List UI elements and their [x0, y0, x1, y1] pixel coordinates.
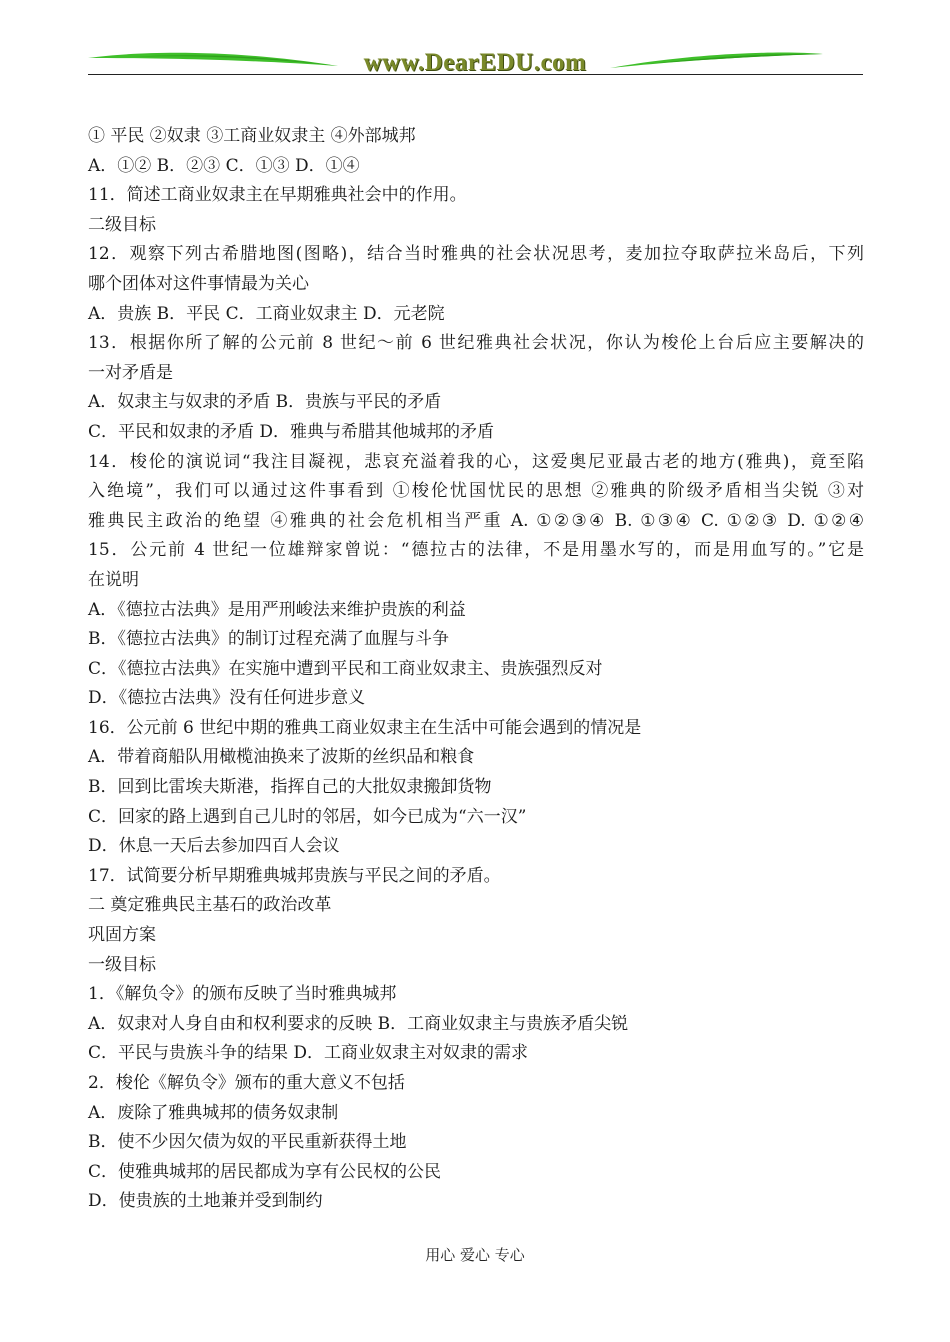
text-line: 哪个团体对这件事情最为关心: [88, 273, 309, 294]
text-line: 15．公元前 4 世纪一位雄辩家曾说：“德拉古的法律，不是用墨水写的，而是用血写的。”它是: [88, 540, 864, 561]
text-line: 13．根据你所了解的公元前 8 世纪～前 6 世纪雅典社会状况，你认为梭伦上台后应主要解决的: [88, 333, 864, 354]
text-line: C．《德拉古法典》在实施中遭到平民和工商业奴隶主、贵族强烈反对: [88, 658, 603, 679]
text-line: C．平民与贵族斗争的结果 D．工商业奴隶主对奴隶的需求: [88, 1043, 529, 1064]
text-line: 二级目标: [88, 214, 156, 235]
text-line: 雅典民主政治的绝望 ④雅典的社会危机相当严重 A. ①②③④ B. ①③④ C. ①②③ D. ①②④: [88, 510, 864, 531]
text-line: A．废除了雅典城邦的债务奴隶制: [88, 1102, 339, 1123]
text-line: 1．《解负令》的颁布反映了当时雅典城邦: [88, 984, 397, 1005]
text-line: D．使贵族的土地兼并受到制约: [88, 1191, 323, 1212]
header-divider: [88, 74, 863, 75]
text-line: B．回到比雷埃夫斯港，指挥自己的大批奴隶搬卸货物: [88, 777, 492, 798]
section-heading: 二 奠定雅典民主基石的政治改革: [88, 895, 332, 916]
text-line: C．使雅典城邦的居民都成为享有公民权的公民: [88, 1161, 442, 1182]
text-line: 17．试简要分析早期雅典城邦贵族与平民之间的矛盾。: [88, 865, 501, 886]
text-line: C．回家的路上遇到自己儿时的邻居，如今已成为“六一汉”: [88, 806, 527, 827]
page-footer: 用心 爱心 专心: [425, 1246, 525, 1264]
text-line: 一对矛盾是: [88, 362, 173, 383]
document-body: [88, 122, 868, 1217]
text-line: B．《德拉古法典》的制订过程充满了血腥与斗争: [88, 629, 449, 650]
text-line: A．奴隶对人身自由和权利要求的反映 B．工商业奴隶主与贵族矛盾尖锐: [88, 1013, 629, 1034]
text-line: ① 平民 ②奴隶 ③工商业奴隶主 ④外部城邦: [88, 126, 416, 146]
text-line: 一级目标: [88, 954, 156, 975]
text-line: C．平民和奴隶的矛盾 D．雅典与希腊其他城邦的矛盾: [88, 421, 495, 442]
text-line: 巩固方案: [88, 925, 156, 946]
text-line: A．①② B．②③ C．①③ D．①④: [88, 155, 360, 176]
text-line: 14．梭伦的演说词“我注目凝视，悲哀充溢着我的心，这爱奥尼亚最古老的地方(雅典)，竟至陷: [88, 451, 864, 472]
text-line: D．《德拉古法典》没有任何进步意义: [88, 688, 366, 709]
text-line: A．贵族 B．平民 C．工商业奴隶主 D．元老院: [88, 303, 445, 324]
text-line: 入绝境”，我们可以通过这件事看到 ①梭伦忧国忧民的思想 ②雅典的阶级矛盾相当尖锐 ③对: [88, 481, 864, 502]
text-line: A．《德拉古法典》是用严刑峻法来维护贵族的利益: [88, 599, 466, 620]
text-line: A．带着商船队用橄榄油换来了波斯的丝织品和粮食: [88, 747, 475, 768]
text-line: 11．简述工商业奴隶主在早期雅典社会中的作用。: [88, 185, 467, 206]
text-line: 12．观察下列古希腊地图(图略)，结合当时雅典的社会状况思考，麦加拉夺取萨拉米岛后，下列: [88, 244, 864, 265]
text-line: D．休息一天后去参加四百人会议: [88, 836, 340, 857]
site-logo-text: www.DearEDU.com: [363, 49, 587, 76]
text-line: 2．梭伦《解负令》颁布的重大意义不包括: [88, 1073, 405, 1093]
text-line: A．奴隶主与奴隶的矛盾 B．贵族与平民的矛盾: [88, 392, 442, 413]
text-line: 16．公元前 6 世纪中期的雅典工商业奴隶主在生活中可能会遇到的情况是: [88, 717, 642, 738]
text-line: B．使不少因欠债为奴的平民重新获得土地: [88, 1132, 407, 1153]
text-line: 在说明: [88, 569, 139, 590]
